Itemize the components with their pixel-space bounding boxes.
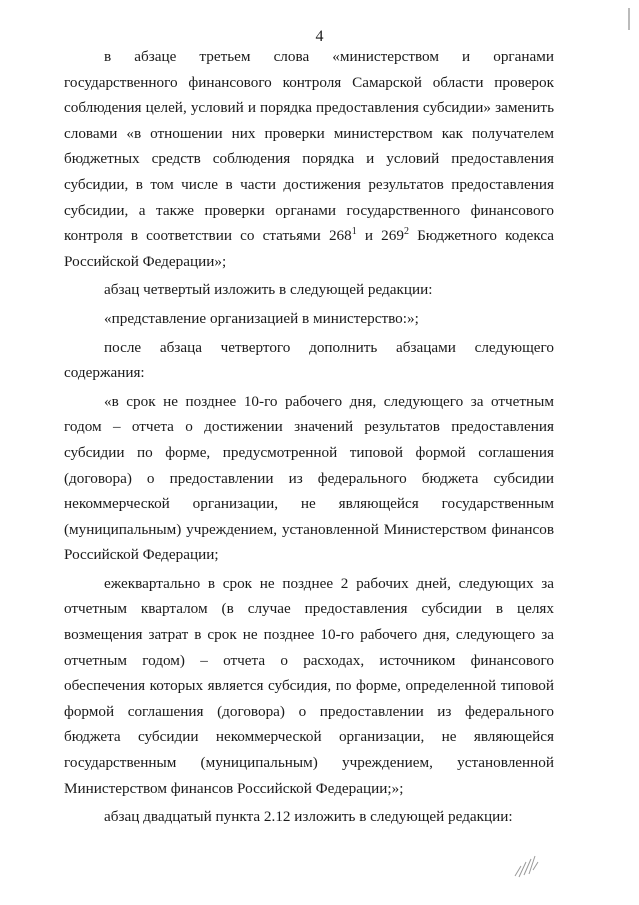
document-body bbox=[64, 44, 554, 830]
paragraph-1: в абзаце третьем слова «министерством и органами государственного финансового контроля Самарской области проверок соблюдения целей, условий и порядка предоставления субсидии» заменить словами «в отношении них проверки министерством как получателем бюджетных средств соблюдения порядка и условий предоставления субсидии, в том числе в части достижения результатов предоставления субсидии, а также проверки органами государственного финансового контроля в соответствии со статьями $268^1$ и $269^2$ Бюджетного кодекса Российской Федерации»; bbox=[64, 48, 554, 270]
page-number: 4 bbox=[315, 28, 324, 45]
paragraph-4: после абзаца четвертого дополнить абзацами следующего содержания: bbox=[64, 338, 554, 382]
paragraph-3: «представление организацией в министерство:»; bbox=[104, 309, 419, 327]
paragraph-2: абзац четвертый изложить в следующей редакции: bbox=[104, 281, 433, 299]
scan-edge-mark bbox=[628, 8, 630, 30]
paragraph-5: «в срок не позднее 10-го рабочего дня, следующего за отчетным годом – отчета о достижении значений результатов предоставления субсидии по форме, предусмотренной типовой формой соглашения (договора) о предоставлении из федерального бюджета субсидии некоммерческой организации, не являющейся государственным (муниципальным) учреждением, установленной Министерством финансов Российской Федерации; bbox=[64, 392, 554, 564]
paragraph-7: абзац двадцатый пункта 2.12 изложить в следующей редакции: bbox=[104, 808, 513, 826]
paragraph-6: ежеквартально в срок не позднее 2 рабочих дней, следующих за отчетным кварталом (в случае предоставления субсидии в целях возмещения затрат в срок не позднее 10-го рабочего дня, следующего за отчетным годом) – отчета о расходах, источником финансового обеспечения которых является субсидия, по форме, определенной типовой формой соглашения (договора) о предоставлении из федерального бюджета субсидии некоммерческой организации, не являющейся государственным (муниципальным) учреждением, установленной Министерством финансов Российской Федерации;»; bbox=[64, 574, 554, 797]
handwritten-initials-mark bbox=[512, 850, 540, 880]
